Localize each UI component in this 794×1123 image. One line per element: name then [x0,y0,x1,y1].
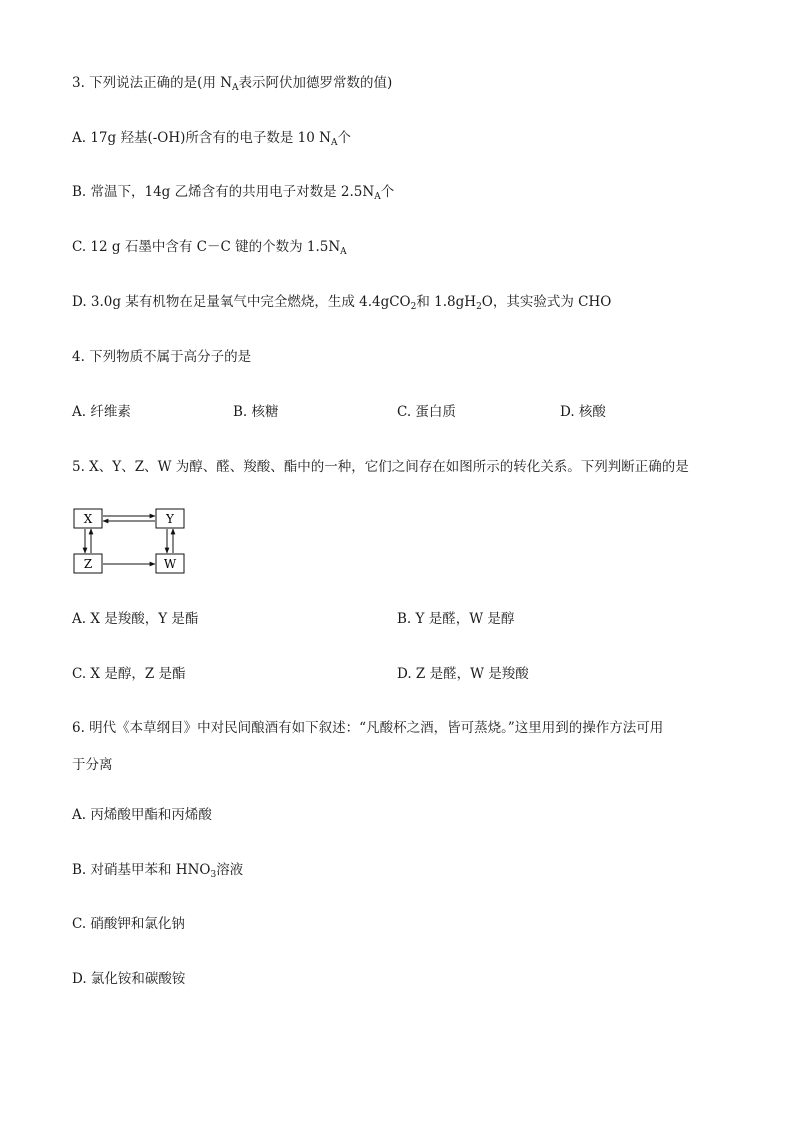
q4-option-c: C. 蛋白质 [397,404,456,420]
q4-option-d: D. 核酸 [560,404,606,420]
q3-option-c: C. 12 g 石墨中含有 C－C 键的个数为 $1.5N_A$ [72,239,347,257]
q5-option-b: B. Y 是醛，W 是醇 [397,611,515,627]
q5-option-c: C. X 是醇，Z 是酯 [72,666,186,682]
q6-option-d: D. 氯化铵和碳酸铵 [72,971,186,987]
q4-option-a: A. 纤维素 [72,404,131,420]
q5-stem: 5. X、Y、Z、W 为醇、醛、羧酸、酯中的一种，它们之间存在如图所示的转化关系。下列判断正确的是 [72,459,689,475]
q6-option-b: B. 对硝基甲苯和 $HNO_3$溶液 [72,862,244,880]
q4-option-b: B. 核糖 [233,404,279,420]
q3-option-a: A. 17g 羟基(-OH)所含有的电子数是 10 $N_A$个 [72,130,351,148]
q3-option-b: B. 常温下，14g 乙烯含有的共用电子对数是 $2.5N_A$个 [72,184,395,202]
q5-option-a: A. X 是羧酸，Y 是酯 [72,611,199,627]
label-x: X [83,512,93,526]
label-z: Z [83,557,93,571]
label-y: Y [166,512,174,526]
q3-stem: 3. 下列说法正确的是(用 $N_A$表示阿伏加德罗常数的值) [72,75,393,93]
q5-option-d: D. Z 是醛，W 是羧酸 [397,666,529,682]
q6-stem-line2: 于分离 [72,757,113,773]
q6-stem-line1: 6. 明代《本草纲目》中对民间酿酒有如下叙述：“凡酸杯之酒，皆可蒸烧。”这里用到的操作方法可用 [72,720,664,736]
label-w: W [163,557,177,571]
q4-stem: 4. 下列物质不属于高分子的是 [72,349,252,365]
q6-option-c: C. 硝酸钾和氯化钠 [72,916,185,932]
conversion-diagram [72,507,192,579]
q6-option-a: A. 丙烯酸甲酯和丙烯酸 [72,807,212,823]
q3-option-d: D. 3.0g 某有机物在足量氧气中完全燃烧，生成 4.4gCO$_2$和 $1.8gH_2O$，其实验式为 CHO [72,294,612,312]
